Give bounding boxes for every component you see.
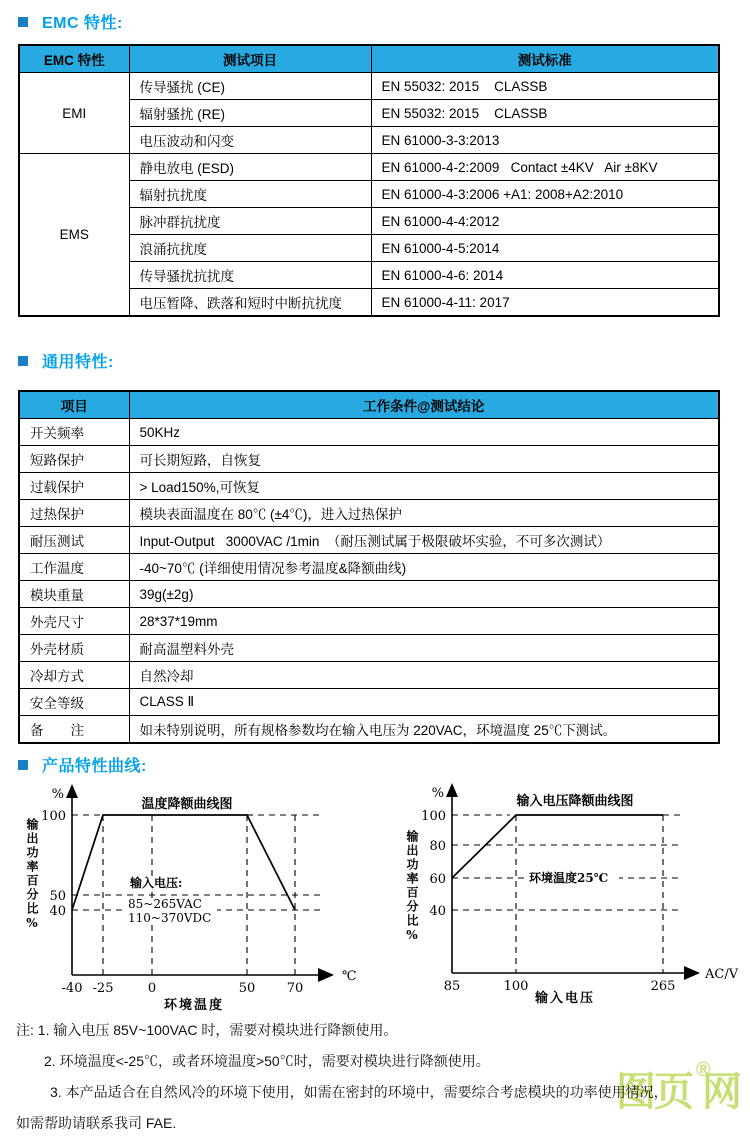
param-name: 耐压测试: [19, 527, 129, 554]
note-line: 如需帮助请联系我司 FAE.: [16, 1115, 177, 1131]
emc-section-title: EMC 特性:: [42, 15, 123, 32]
test-item: 电压波动和闪变: [129, 127, 371, 154]
x-tick: -25: [92, 981, 114, 996]
table-row: [19, 608, 719, 635]
param-name: 开关频率: [19, 419, 129, 446]
registered-mark-icon: ®: [696, 1059, 711, 1081]
x-tick: 50: [238, 981, 256, 996]
table-row: [19, 527, 719, 554]
table-row: [19, 689, 719, 716]
test-item: 传导骚扰 (CE): [129, 73, 371, 100]
test-standard: EN 61000-4-11: 2017: [371, 289, 719, 317]
test-item: 静电放电 (ESD): [129, 154, 371, 181]
table-row: [19, 581, 719, 608]
y-tick: 40: [429, 904, 446, 919]
x-axis-label: 输入电压: [534, 991, 596, 1006]
annotation-line: 环境温度25℃: [529, 871, 609, 885]
temp-derating-chart: [24, 778, 374, 1018]
param-name: 外壳尺寸: [19, 608, 129, 635]
y-axis-label: 输出功率百分比%: [405, 830, 419, 944]
test-item: 辐射骚扰 (RE): [129, 100, 371, 127]
x-axis-label: 环境温度: [163, 998, 225, 1013]
y-tick: 100: [421, 809, 446, 824]
table-row: [19, 446, 719, 473]
param-name: 过载保护: [19, 473, 129, 500]
general-table-header-row: [19, 391, 719, 419]
test-standard: EN 55032: 2015 CLASSB: [371, 73, 719, 100]
general-col-header-condition: 工作条件@测试结论: [129, 391, 719, 419]
watermark-text: 网: [702, 1070, 740, 1114]
param-value: 39g(±2g): [129, 581, 719, 608]
test-item: 辐射抗扰度: [129, 181, 371, 208]
x-tick: 85: [443, 979, 461, 994]
test-item: 浪涌抗扰度: [129, 235, 371, 262]
param-value: 28*37*19mm: [129, 608, 719, 635]
test-standard: EN 61000-4-5:2014: [371, 235, 719, 262]
param-value: 可长期短路，自恢复: [129, 446, 719, 473]
chart-title: 输入电压降额曲线图: [516, 794, 634, 809]
annotation-line: 110~370VDC: [128, 911, 212, 925]
table-row: [19, 73, 719, 100]
general-col-header-item: 项目: [19, 391, 129, 419]
emc-group-emi: EMI: [19, 73, 129, 154]
param-value: Input-Output 3000VAC /1min （耐压测试属于极限破坏实验，不可多次测试）: [129, 527, 719, 554]
curves-section-title: 产品特性曲线:: [42, 758, 147, 775]
note-line: 注: 1. 输入电压 85V~100VAC 时，需要对模块进行降额使用。: [16, 1022, 398, 1038]
y-axis-label: 输出功率百分比%: [25, 818, 39, 932]
emc-col-header-item: 测试项目: [129, 45, 371, 73]
test-standard: EN 61000-4-2:2009 Contact ±4KV Air ±8KV: [371, 154, 719, 181]
table-row: [19, 419, 719, 446]
table-row: [19, 716, 719, 744]
emc-table-header-row: [19, 45, 719, 73]
y-unit: %: [431, 786, 444, 801]
curves-section-heading: [18, 753, 147, 776]
y-axis-arrow-icon: [66, 784, 78, 798]
watermark-text: 图页: [616, 1070, 692, 1114]
table-row: [19, 500, 719, 527]
emc-section-heading: [18, 10, 123, 33]
square-bullet-icon: [18, 760, 28, 770]
test-standard: EN 61000-4-3:2006 +A1: 2008+A2:2010: [371, 181, 719, 208]
emc-col-header-standard: 测试标准: [371, 45, 719, 73]
param-name: 过热保护: [19, 500, 129, 527]
test-standard: EN 55032: 2015 CLASSB: [371, 100, 719, 127]
test-standard: EN 61000-4-6: 2014: [371, 262, 719, 289]
y-tick: 40: [49, 904, 66, 919]
y-tick: 50: [49, 889, 66, 904]
param-name: 安全等级: [19, 689, 129, 716]
test-item: 传导骚扰抗扰度: [129, 262, 371, 289]
x-axis-arrow-icon: [684, 966, 700, 980]
emc-table: [18, 44, 720, 317]
table-row: [19, 662, 719, 689]
param-value: 耐高温塑料外壳: [129, 635, 719, 662]
general-table: [18, 390, 720, 744]
footnotes: [16, 1020, 736, 1144]
y-unit: %: [51, 787, 64, 802]
temp-derating-plot: [24, 778, 374, 1018]
x-tick: 70: [286, 981, 304, 996]
x-tick: 100: [503, 979, 529, 994]
x-unit: ℃: [342, 969, 357, 984]
emc-group-ems: EMS: [19, 154, 129, 317]
param-name: 冷却方式: [19, 662, 129, 689]
input-voltage-derating-chart: [405, 778, 750, 1018]
param-value: 模块表面温度在 80℃ (±4℃)，进入过热保护: [129, 500, 719, 527]
general-section-heading: [18, 349, 114, 372]
note-line: 2. 环境温度<-25℃，或者环境温度>50℃时，需要对模块进行降额使用。: [44, 1053, 490, 1069]
square-bullet-icon: [18, 356, 28, 366]
param-name: 短路保护: [19, 446, 129, 473]
x-tick: 265: [650, 979, 676, 994]
test-standard: EN 61000-3-3:2013: [371, 127, 719, 154]
chart-title: 温度降额曲线图: [141, 797, 233, 812]
param-value: 自然冷却: [129, 662, 719, 689]
table-row: [19, 154, 719, 181]
param-name: 备 注: [19, 716, 129, 744]
derating-curve: [72, 815, 295, 910]
x-tick: -40: [61, 981, 83, 996]
param-value: > Load150%,可恢复: [129, 473, 719, 500]
table-row: [19, 473, 719, 500]
annotation-line: 85~265VAC: [128, 897, 202, 911]
y-tick: 100: [41, 809, 66, 824]
general-section-title: 通用特性:: [42, 354, 114, 371]
test-item: 脉冲群抗扰度: [129, 208, 371, 235]
param-name: 外壳材质: [19, 635, 129, 662]
emc-col-header-feature: EMC 特性: [19, 45, 129, 73]
y-tick: 60: [429, 872, 446, 887]
y-axis-arrow-icon: [446, 783, 458, 797]
note-line: 3. 本产品适合在自然风冷的环境下使用，如需在密封的环境中，需要综合考虑模块的功率使用情况，: [50, 1084, 668, 1100]
table-row: [19, 635, 719, 662]
param-value: -40~70℃ (详细使用情况参考温度&降额曲线): [129, 554, 719, 581]
param-value: 50KHz: [129, 419, 719, 446]
param-name: 工作温度: [19, 554, 129, 581]
x-tick: 0: [147, 981, 157, 996]
test-item: 电压暂降、跌落和短时中断抗扰度: [129, 289, 371, 317]
param-value: 如未特别说明，所有规格参数均在输入电压为 220VAC，环境温度 25℃下测试。: [129, 716, 719, 744]
square-bullet-icon: [18, 17, 28, 27]
test-standard: EN 61000-4-4:2012: [371, 208, 719, 235]
x-unit: AC/V: [705, 967, 739, 982]
param-name: 模块重量: [19, 581, 129, 608]
table-row: [19, 554, 719, 581]
y-tick: 80: [429, 839, 446, 854]
annotation-line: 输入电压:: [130, 876, 183, 890]
param-value: CLASS Ⅱ: [129, 689, 719, 716]
x-axis-arrow-icon: [318, 968, 334, 982]
input-voltage-derating-plot: [405, 778, 750, 1018]
